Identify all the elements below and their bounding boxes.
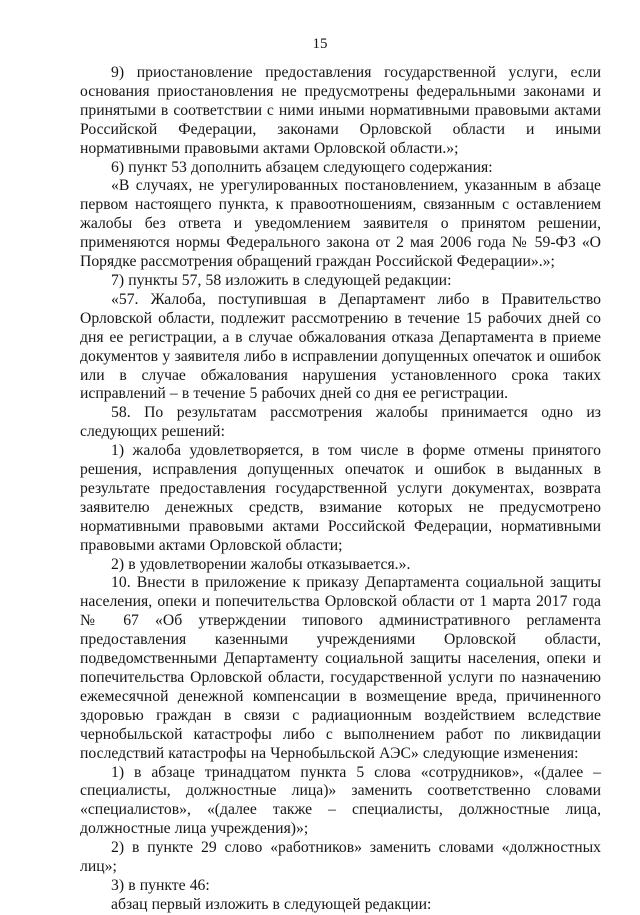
paragraph-decision-2: 2) в удовлетворении жалобы отказывается.».: [111, 555, 411, 573]
paragraph-amend-point-53: 6) пункт 53 дополнить абзацем следующего содержания:: [111, 158, 493, 176]
paragraph-change-1: 1) в абзаце тринадцатом пункта 5 слова «сотрудников», «(далее – специалисты, должностные лица)» заменить соответственно словами «специалистов», «(далее также – специалисты, должностные лица, должностные лица учреждения)»;: [80, 763, 601, 838]
paragraph-change-2: 2) в пункте 29 слово «работников» заменить словами «должностных лиц»;: [80, 839, 601, 876]
paragraph-amend-points-57-58: 7) пункты 57, 58 изложить в следующей редакции:: [111, 271, 452, 289]
paragraph-item-10: 10. Внести в приложение к приказу Департамента социальной защиты населения, опеки и попечительства Орловской области от 1 марта 2017 года № 67 «Об утверждении типового административного регламента предоставления казенными учреждениями Орловской области, подведомственными Департаменту социальной защиты населения, опеки и попечительства Орловской области, государственной услуги по назначению ежемесячной денежной компенсации в возмещение вреда, причиненного здоровью граждан в связи с радиационным воздействием вследствие чернобыльской катастрофы либо с выполнением работ по ликвидации последствий катастрофы на Чернобыльской АЭС» следующие изменения:: [80, 574, 601, 762]
paragraph-point-58-text: 58. По результатам рассмотрения жалобы принимается одно из следующих решений:: [80, 404, 601, 441]
page-number: 15: [312, 36, 328, 52]
paragraph-first-abzac: абзац первый изложить в следующей редакции:: [111, 895, 432, 913]
paragraph-change-3: 3) в пункте 46:: [111, 876, 210, 894]
paragraph-item-9-suspension: 9) приостановление предоставления государственной услуги, если основания приостановления не предусмотрены федеральными законами и принятыми в соответствии с ними иными нормативными правовыми актами Российской Федерации, законами Орловской области и иными нормативными правовыми актами Орловской области.»;: [80, 64, 601, 157]
paragraph-decision-1: 1) жалоба удовлетворяется, в том числе в форме отмены принятого решения, исправления допущенных опечаток и ошибок в выданных в результате предоставления государственной услуги документах, возврата заявителю денежных средств, взимание которых не предусмотрено нормативными правовыми актами Российской Федерации, нормативными правовыми актами Орловской области;: [80, 442, 601, 554]
paragraph-point-57-text: «57. Жалоба, поступившая в Департамент либо в Правительство Орловской области, подлежит рассмотрению в течение 15 рабочих дней со дня ее регистрации, а в случае обжалования отказа Департамента в приеме документов у заявителя либо в исправлении допущенных опечаток и ошибок или в случае обжалования нарушения установленного срока таких исправлений – в течение 5 рабочих дней со дня ее регистрации.: [80, 290, 601, 403]
paragraph-point-53-text: «В случаях, не урегулированных постановлением, указанным в абзаце первом настоящего пункта, к правоотношениям, связанным с оставлением жалобы без ответа и уведомлением заявителя о принятом решении, применяются нормы Федерального закона от 2 мая 2006 года № 59-ФЗ «О Порядке рассмотрения обращений граждан Российской Федерации».»;: [80, 177, 601, 271]
document-body: [80, 64, 601, 915]
